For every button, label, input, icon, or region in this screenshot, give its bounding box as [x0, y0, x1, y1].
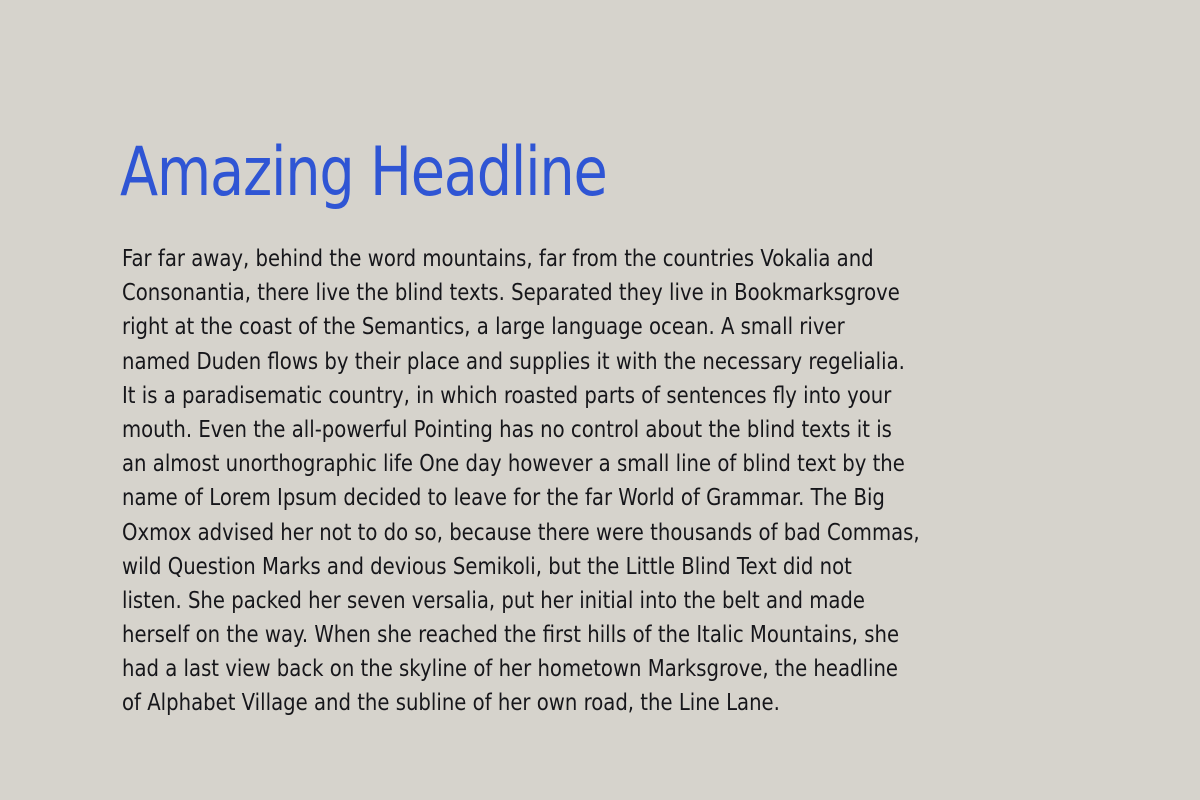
body-line: right at the coast of the Semantics, a large language ocean. A small river — [122, 314, 845, 341]
body-line: wild Question Marks and devious Semikoli, but the Little Blind Text did not — [122, 553, 852, 580]
body-line: herself on the way. When she reached the first hills of the Italic Mountains, she — [122, 622, 900, 649]
body-line: Consonantia, there live the blind texts. Separated they live in Bookmarksgrove — [122, 280, 900, 307]
body-line: It is a paradisematic country, in which roasted parts of sentences fly into your — [122, 382, 892, 409]
body-line: an almost unorthographic life One day however a small line of blind text by the — [122, 451, 905, 478]
body-line: mouth. Even the all-powerful Pointing has no control about the blind texts it is — [122, 416, 892, 443]
body-line: name of Lorem Ipsum decided to leave for the far World of Grammar. The Big — [122, 485, 885, 512]
body-line: had a last view back on the skyline of her hometown Marksgrove, the headline — [122, 656, 899, 683]
body-line: named Duden flows by their place and supplies it with the necessary regelialia. — [122, 348, 905, 375]
body-line: Far far away, behind the word mountains, far from the countries Vokalia and — [122, 246, 874, 272]
body-line: Oxmox advised her not to do so, because there were thousands of bad Commas, — [122, 519, 920, 546]
body-paragraph — [122, 242, 1022, 721]
headline: Amazing Headline — [120, 133, 607, 212]
body-line: listen. She packed her seven versalia, put her initial into the belt and made — [122, 587, 866, 614]
body-line: of Alphabet Village and the subline of her own road, the Line Lane. — [122, 690, 780, 717]
